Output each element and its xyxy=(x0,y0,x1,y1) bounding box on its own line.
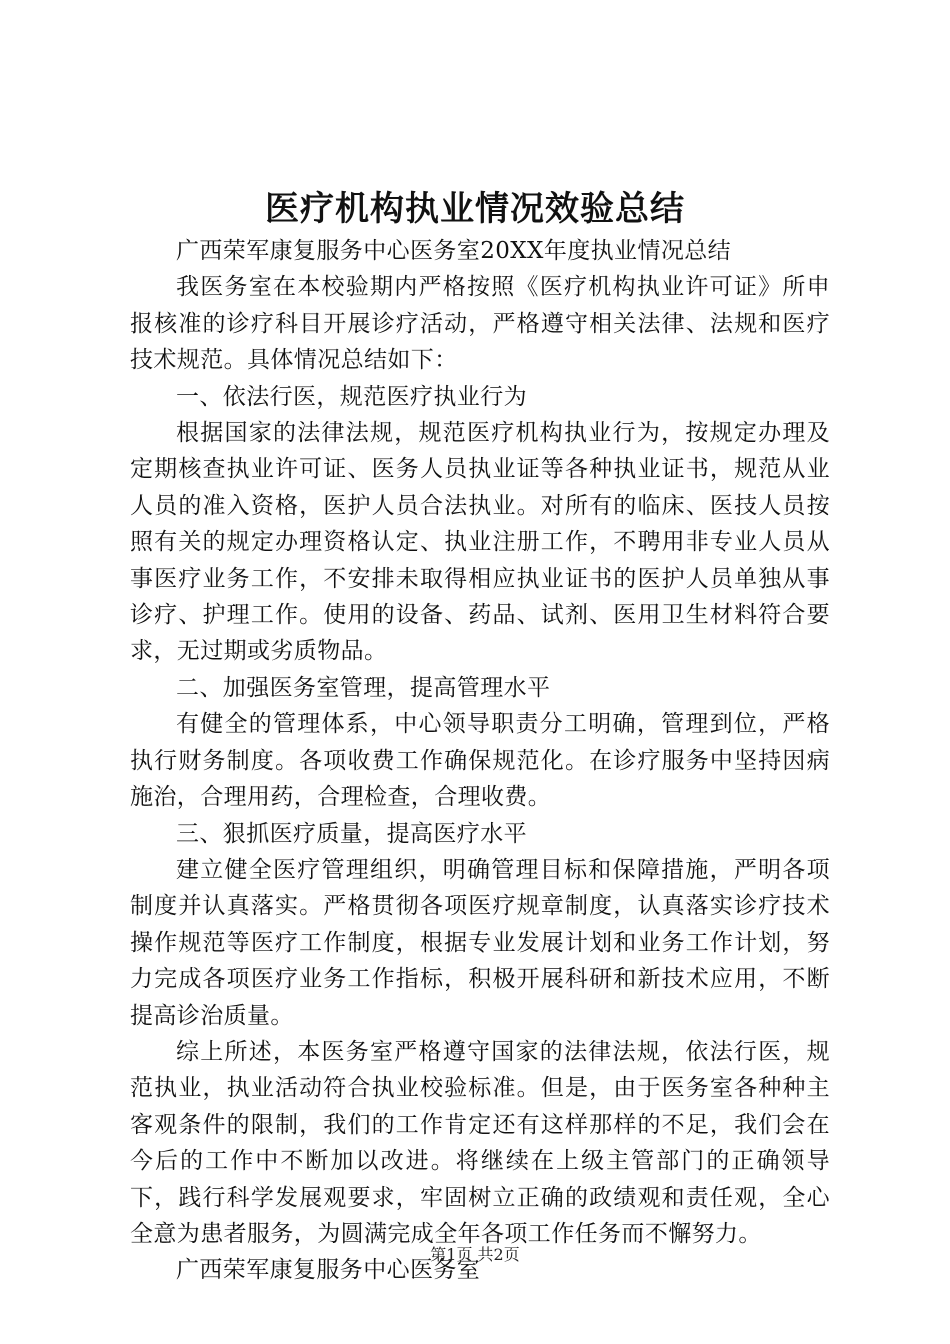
section-heading-2: 二、加强医务室管理，提高管理水平 xyxy=(176,674,551,701)
signature-line: 广西荣军康复服务中心医务室 xyxy=(176,1257,481,1284)
section-3-paragraph: 建立健全医疗管理组织，明确管理目标和保障措施，严明各项制度并认真落实。严格贯彻各项医疗规章制度，认真落实诊疗技术操作规范等医疗工作制度，根据专业发展计划和业务工作计划，努力完成各项医疗业务工作指标，积极开展科研和新技术应用，不断提高诊治质量。 xyxy=(130,856,830,1029)
document-title: 医疗机构执业情况效验总结 xyxy=(265,189,685,229)
section-heading-1: 一、依法行医，规范医疗执业行为 xyxy=(176,383,527,410)
conclusion-paragraph: 综上所述，本医务室严格遵守国家的法律法规，依法行医，规范执业，执业活动符合执业校验标准。但是，由于医务室各种种主客观条件的限制，我们的工作肯定还有这样那样的不足，我们会在今后的工作中不断加以改进。将继续在上级主管部门的正确领导下，践行科学发展观要求，牢固树立正确的政绩观和责任观，全心全意为患者服务，为圆满完成全年各项工作任务而不懈努力。 xyxy=(130,1038,830,1247)
document-body xyxy=(130,233,830,1289)
section-heading-3: 三、狠抓医疗质量，提高医疗水平 xyxy=(176,820,527,847)
page-indicator: 第1页 共2页 xyxy=(430,1245,520,1264)
section-2-paragraph: 有健全的管理体系，中心领导职责分工明确，管理到位，严格执行财务制度。各项收费工作确保规范化。在诊疗服务中坚持因病施治，合理用药，合理检查，合理收费。 xyxy=(130,711,830,811)
section-1-paragraph: 根据国家的法律法规，规范医疗机构执业行为，按规定办理及定期核查执业许可证、医务人员执业证等各种执业证书，规范从业人员的准入资格，医护人员合法执业。对所有的临床、医技人员按照有关的规定办理资格认定、执业注册工作，不聘用非专业人员从事医疗业务工作，不安排未取得相应执业证书的医护人员单独从事诊疗、护理工作。使用的设备、药品、试剂、医用卫生材料符合要求，无过期或劣质物品。 xyxy=(130,420,830,665)
report-heading-line: 广西荣军康复服务中心医务室20XX年度执业情况总结 xyxy=(176,238,732,264)
intro-paragraph: 我医务室在本校验期内严格按照《医疗机构执业许可证》所申报核准的诊疗科目开展诊疗活动，严格遵守相关法律、法规和医疗技术规范。具体情况总结如下： xyxy=(130,274,830,374)
